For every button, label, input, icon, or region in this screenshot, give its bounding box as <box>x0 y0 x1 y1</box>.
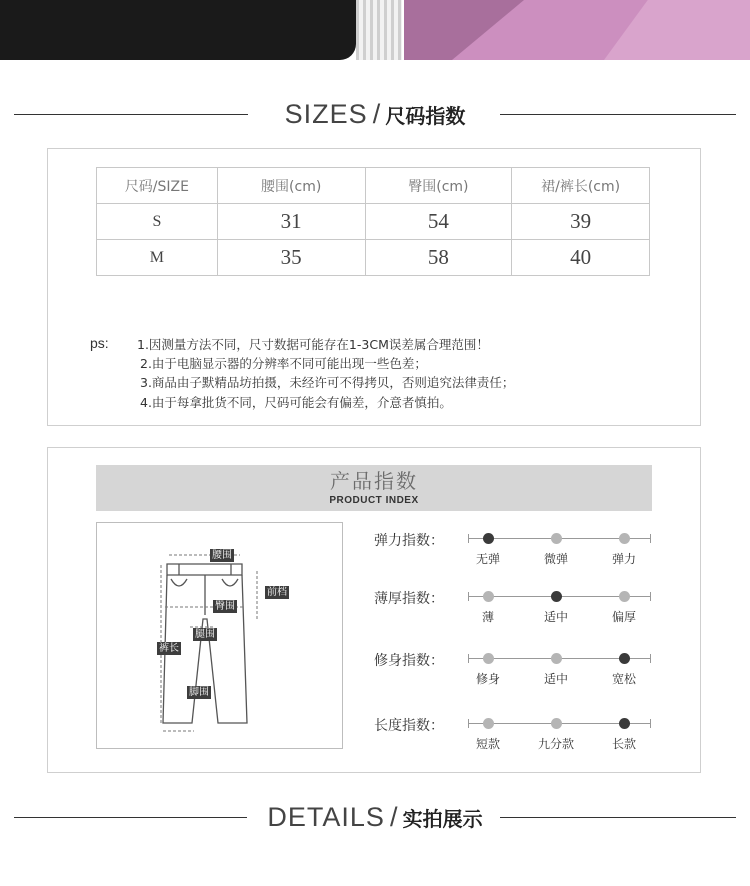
index-dot-selected <box>619 718 630 729</box>
product-photo-black <box>0 0 402 60</box>
sizes-section-header <box>0 94 750 134</box>
product-photo-strip <box>0 0 750 60</box>
index-option-label: 修身 <box>475 672 500 686</box>
index-track-end <box>468 534 469 543</box>
index-option-label: 适中 <box>543 610 568 624</box>
index-option-label: 宽松 <box>611 672 636 686</box>
diagram-label-front-rise: 前档 <box>267 587 287 598</box>
waist-cell: 31 <box>217 204 365 240</box>
index-dot <box>483 591 494 602</box>
index-option-label: 薄 <box>481 610 494 624</box>
note-line: 4.由于每拿批货不同，尺码可能会有偏差，介意者慎拍。 <box>140 395 452 410</box>
index-dot-selected <box>483 533 494 544</box>
index-label: 薄厚指数： <box>374 591 444 607</box>
index-dot-selected <box>551 591 562 602</box>
index-option-label: 九分款 <box>537 737 574 751</box>
index-track-end <box>650 592 651 601</box>
index-option-label: 适中 <box>543 672 568 686</box>
pants-measurement-diagram <box>96 522 343 749</box>
index-dot <box>619 533 630 544</box>
table-row <box>97 240 650 276</box>
size-cell: S <box>97 204 218 240</box>
size-chart-box <box>47 148 701 426</box>
index-dot <box>483 718 494 729</box>
hip-col-header: 臀围(cm) <box>365 168 512 204</box>
thickness-index <box>374 588 654 628</box>
index-label: 长度指数： <box>374 718 444 734</box>
diagram-label-length: 裤长 <box>159 643 179 654</box>
elasticity-index <box>374 530 654 570</box>
index-option-label: 短款 <box>475 737 500 751</box>
note-line: 1.因测量方法不同，尺寸数据可能存在1-3CM误差属合理范围！ <box>137 337 489 352</box>
sizes-title-sep: / <box>372 99 381 129</box>
waist-col-header: 腰围(cm) <box>217 168 365 204</box>
index-option-label: 弹力 <box>611 552 636 566</box>
index-dot <box>483 653 494 664</box>
index-dot <box>619 591 630 602</box>
size-table <box>96 167 650 276</box>
index-option-label: 长款 <box>611 737 636 751</box>
length-col-header: 裙/裤长(cm) <box>512 168 650 204</box>
index-label: 弹力指数： <box>374 533 444 549</box>
index-track-end <box>468 719 469 728</box>
sizes-title-en: SIZES <box>284 99 368 129</box>
details-title-cn: 实拍展示 <box>402 807 483 831</box>
index-track-end <box>650 654 651 663</box>
notes-prefix: ps: <box>90 335 109 351</box>
index-dot <box>551 533 562 544</box>
hip-cell: 54 <box>365 204 512 240</box>
table-row <box>97 204 650 240</box>
length-cell: 40 <box>512 240 650 276</box>
sizes-title-cn: 尺码指数 <box>385 104 466 128</box>
index-label: 修身指数： <box>374 653 444 669</box>
index-track-end <box>468 654 469 663</box>
index-dot <box>551 718 562 729</box>
details-section-header <box>0 797 750 837</box>
product-index-box <box>47 447 701 773</box>
length-index <box>374 715 654 755</box>
diagram-label-ankle: 脚围 <box>189 687 209 698</box>
product-index-banner <box>96 465 652 511</box>
waist-cell: 35 <box>217 240 365 276</box>
note-line: 2.由于电脑显示器的分辨率不同可能出现一些色差； <box>140 356 427 371</box>
details-title-sep: / <box>390 802 398 832</box>
size-table-header <box>97 168 650 204</box>
diagram-label-hip: 臀围 <box>215 601 235 612</box>
product-index-title-en: PRODUCT INDEX <box>329 495 419 506</box>
length-cell: 39 <box>512 204 650 240</box>
hip-cell: 58 <box>365 240 512 276</box>
size-col-header: 尺码/SIZE <box>97 168 218 204</box>
index-dot <box>551 653 562 664</box>
diagram-label-thigh: 腿围 <box>195 629 215 640</box>
index-option-label: 微弹 <box>543 552 568 566</box>
index-track-end <box>650 534 651 543</box>
note-line: 3.商品由子默精品坊拍摄，未经许可不得拷贝，否则追究法律责任； <box>140 375 515 390</box>
index-track-end <box>468 592 469 601</box>
details-title-en: DETAILS <box>267 802 385 832</box>
index-option-label: 偏厚 <box>611 610 636 624</box>
size-cell: M <box>97 240 218 276</box>
index-option-label: 无弹 <box>475 552 500 566</box>
product-index-title-cn: 产品指数 <box>330 469 418 493</box>
index-track-end <box>650 719 651 728</box>
fit-index <box>374 650 654 690</box>
index-dot-selected <box>619 653 630 664</box>
diagram-label-waist: 腰围 <box>212 550 232 561</box>
product-photo-pink <box>404 0 750 60</box>
